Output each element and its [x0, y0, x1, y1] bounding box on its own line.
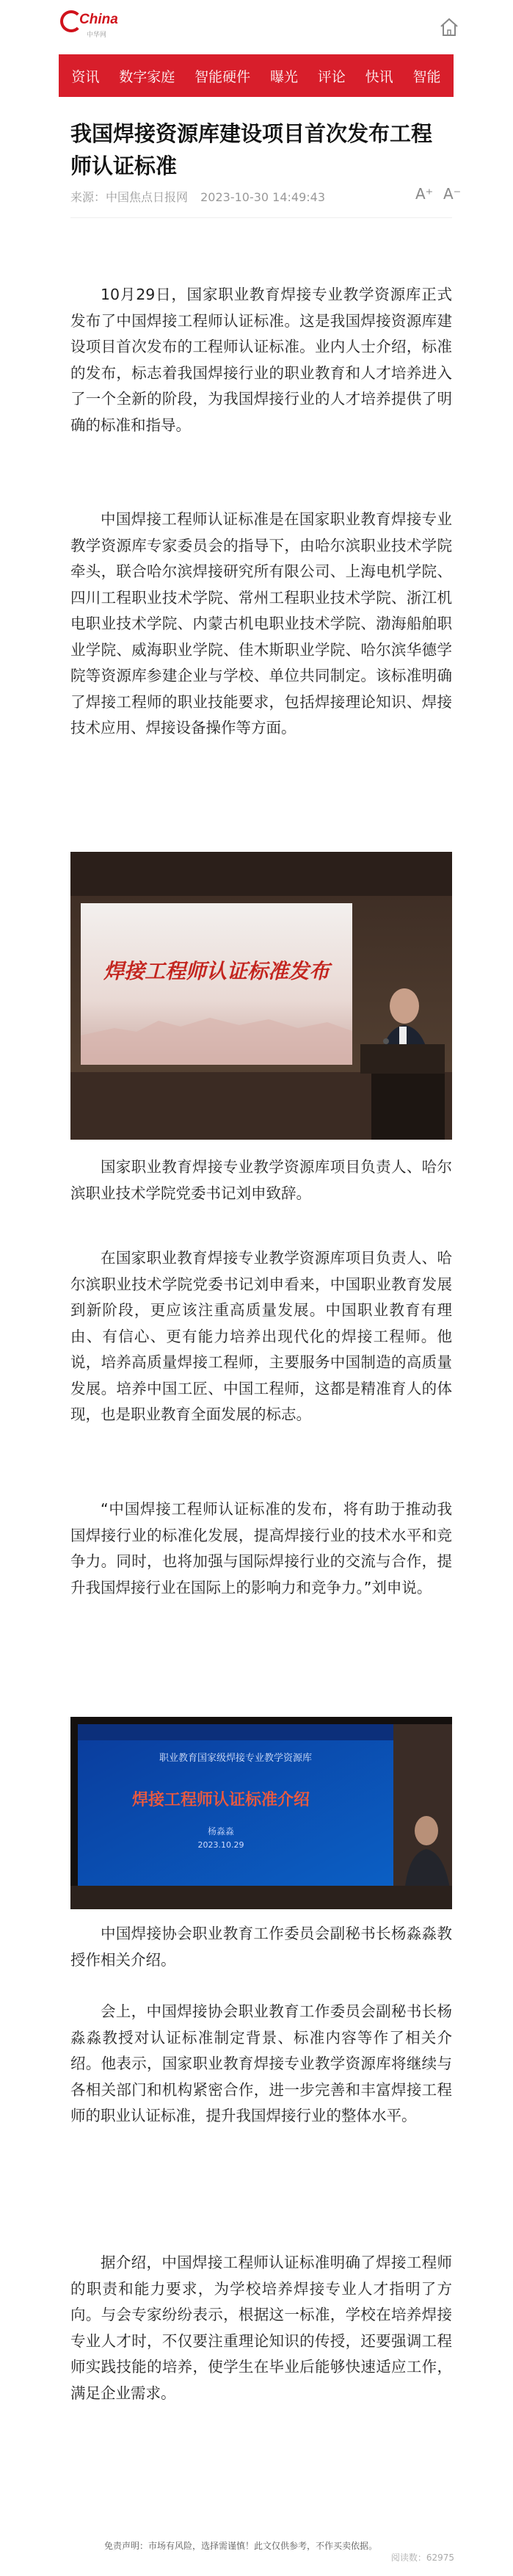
read-count: 阅读数：62975	[390, 2553, 454, 2563]
article-paragraph: 据介绍，中国焊接工程师认证标准明确了焊接工程师的职责和能力要求，为学校培养焊接专业人才指明了方向。与会专家纷纷表示，根据这一标准，学校在培养焊接专业人才时，不仅要注重理论知识的传授，还要强调工程师实践技能的培养，使学生在毕业后能够快速适应工作，满足企业需求。	[70, 2254, 452, 2402]
photo2-screen-date: 2023.10.29	[197, 1840, 244, 1850]
photo-caption: 国家职业教育焊接专业教学资源库项目负责人、哈尔滨职业技术学院党委书记刘申致辞。	[70, 1158, 452, 1202]
article-photo-presentation	[70, 1717, 452, 1909]
logo-text: China	[79, 12, 118, 27]
article-datetime: 2023-10-30 14:49:43	[200, 190, 326, 204]
nav-item-exposure[interactable]: 曝光	[269, 68, 298, 85]
photo-caption: 中国焊接协会职业教育工作委员会副秘书长杨淼淼教授作相关介绍。	[70, 1925, 452, 1969]
photo2-screen-title: 焊接工程师认证标准介绍	[131, 1791, 310, 1809]
nav-item-flash[interactable]: 快讯	[365, 68, 393, 85]
nav-item-comment[interactable]: 评论	[317, 68, 346, 85]
font-smaller-button[interactable]: A⁻	[443, 185, 462, 203]
category-nav	[59, 54, 454, 97]
site-logo[interactable]	[60, 9, 123, 38]
photo1-banner-text: 焊接工程师认证标准发布	[103, 959, 330, 983]
article-paragraph: 10月29日，国家职业教育焊接专业教学资源库正式发布了中国焊接工程师认证标准。这是我国焊接资源库建设项目首次发布的工程师认证标准。业内人士介绍，标准的发布，标志着我国焊接行业的职业教育和人才培养进入了一个全新的阶段，为我国焊接行业的人才培养提供了明确的标准和指导。	[70, 286, 452, 434]
article-photo-ceremony	[70, 852, 452, 1140]
article-paragraph: 中国焊接工程师认证标准是在国家职业教育焊接专业教学资源库专家委员会的指导下，由哈尔滨职业技术学院牵头，联合哈尔滨焊接研究所有限公司、上海电机学院、四川工程职业技术学院、常州工程职业技术学院、浙江机电职业技术学院、内蒙古机电职业技术学院、渤海船舶职业学院、威海职业学院、佳木斯职业学院、哈尔滨华德学院等资源库参建企业与学校、单位共同制定。该标准明确了焊接工程师的职业技能要求，包括焊接理论知识、焊接技术应用、焊接设备操作等方面。	[70, 510, 452, 737]
home-icon[interactable]	[438, 16, 460, 38]
font-larger-button[interactable]: A⁺	[415, 185, 434, 203]
disclaimer: 免责声明：市场有风险，选择需谨慎！此文仅供参考，不作买卖依据。	[104, 2541, 378, 2551]
meta-divider	[70, 217, 452, 218]
nav-item-news[interactable]: 资讯	[71, 68, 100, 85]
nav-item-digital-home[interactable]: 数字家庭	[119, 68, 175, 85]
article-meta	[70, 188, 334, 205]
article-title: 我国焊接资源库建设项目首次发布工程师认证标准	[70, 121, 433, 178]
nav-item-smart-hardware[interactable]: 智能硬件	[194, 68, 251, 85]
photo2-screen-heading: 职业教育国家级焊接专业教学资源库	[159, 1753, 313, 1764]
article-source: 来源：中国焦点日报网	[70, 190, 189, 204]
photo2-screen-name: 杨淼淼	[207, 1826, 235, 1837]
article-paragraph: “中国焊接工程师认证标准的发布，将有助于推动我国焊接行业的标准化发展，提高焊接行业的技术水平和竞争力。同时，也将加强与国际焊接行业的交流与合作，提升我国焊接行业在国际上的影响力和竞争力。”刘申说。	[70, 1500, 452, 1596]
article-paragraph: 会上，中国焊接协会职业教育工作委员会副秘书长杨淼淼教授对认证标准制定背景、标准内容等作了相关介绍。他表示，国家职业教育焊接专业教学资源库将继续与各相关部门和机构紧密合作，进一步完善和丰富焊接工程师的职业认证标准，提升我国焊接行业的整体水平。	[70, 2002, 452, 2124]
logo-subtitle: 中华网	[87, 32, 107, 39]
top-bar	[0, 0, 513, 53]
nav-item-smart[interactable]: 智能	[412, 68, 441, 85]
article-paragraph: 在国家职业教育焊接专业教学资源库项目负责人、哈尔滨职业技术学院党委书记刘申看来，中国职业教育发展到新阶段，更应该注重高质量发展。中国职业教育有理由、有信心、更有能力培养出现代化的焊接工程师。他说，培养高质量焊接工程师，主要服务中国制造的高质量发展。培养中国工匠、中国工程师，这都是精准育人的体现，也是职业教育全面发展的标志。	[70, 1249, 452, 1423]
